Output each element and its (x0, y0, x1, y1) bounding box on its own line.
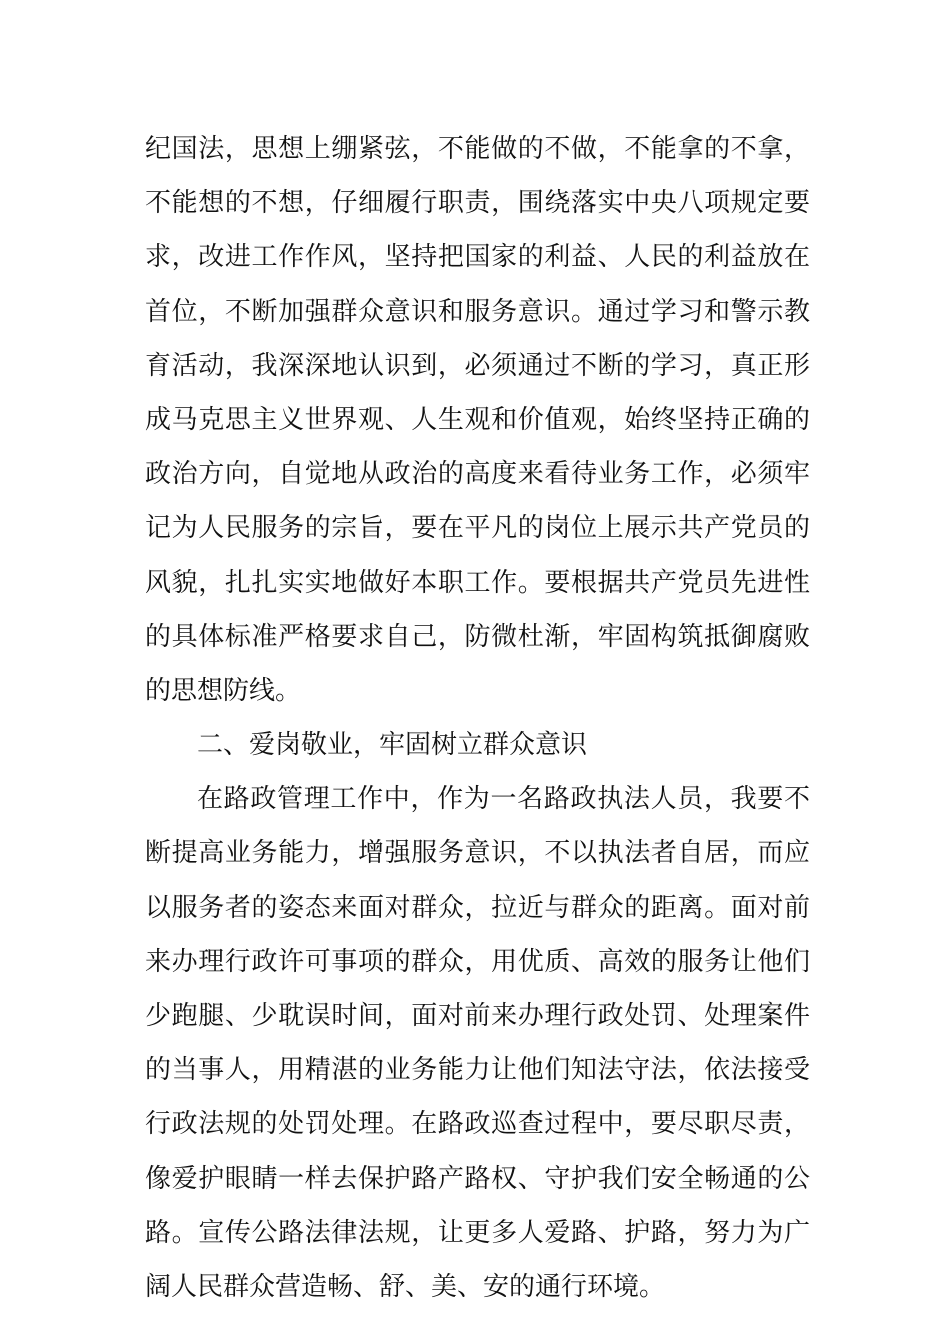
text-line: 像爱护眼睛一样去保护路产路权、守护我们安全畅通的公 (145, 1163, 810, 1194)
text-line: 的思想防线。 (145, 675, 302, 706)
text-line: 以服务者的姿态来面对群众，拉近与群众的距离。面对前 (145, 892, 810, 923)
text-line: 在路政管理工作中，作为一名路政执法人员，我要不 (197, 784, 810, 815)
text-line: 的当事人，用精湛的业务能力让他们知法守法，依法接受 (145, 1055, 810, 1086)
text-line: 少跑腿、少耽误时间，面对前来办理行政处罚、处理案件 (145, 1001, 810, 1031)
text-line: 记为人民服务的宗旨，要在平凡的岗位上展示共产党员的 (145, 513, 810, 544)
text-line: 育活动，我深深地认识到，必须通过不断的学习，真正形 (145, 350, 810, 381)
text-line: 纪国法，思想上绷紧弦，不能做的不做，不能拿的不拿， (145, 134, 810, 164)
text-line: 成马克思主义世界观、人生观和价值观，始终坚持正确的 (145, 404, 810, 435)
text-line: 路。宣传公路法律法规，让更多人爱路、护路，努力为广 (145, 1217, 810, 1248)
text-line: 不能想的不想，仔细履行职责，围绕落实中央八项规定要 (145, 188, 810, 219)
text-line: 风貌，扎扎实实地做好本职工作。要根据共产党员先进性 (145, 567, 810, 598)
text-line: 行政法规的处罚处理。在路政巡查过程中，要尽职尽责， (145, 1109, 810, 1140)
text-line: 求，改进工作作风，坚持把国家的利益、人民的利益放在 (145, 242, 810, 273)
text-line: 来办理行政许可事项的群众，用优质、高效的服务让他们 (145, 946, 810, 977)
text-line: 断提高业务能力，增强服务意识，不以执法者自居，而应 (145, 838, 810, 869)
section-heading: 二、爱岗敬业，牢固树立群众意识 (197, 730, 588, 761)
document-body (145, 126, 810, 1318)
text-line: 政治方向，自觉地从政治的高度来看待业务工作，必须牢 (145, 459, 810, 490)
text-line: 阔人民群众营造畅、舒、美、安的通行环境。 (145, 1271, 666, 1302)
text-line: 的具体标准严格要求自己，防微杜渐，牢固构筑抵御腐败 (145, 621, 810, 652)
text-line: 首位，不断加强群众意识和服务意识。通过学习和警示教 (145, 296, 810, 327)
